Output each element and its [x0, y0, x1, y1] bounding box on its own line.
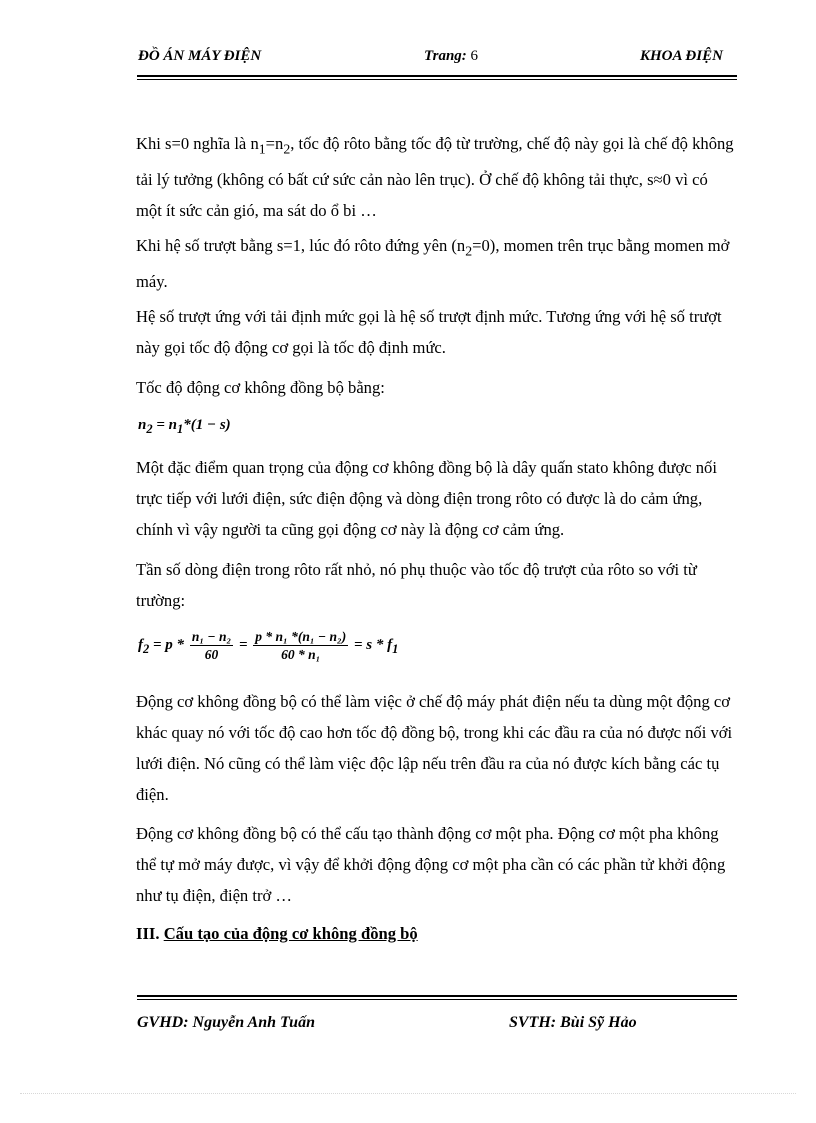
- paragraph-generator-mode: Động cơ không đồng bộ có thể làm việc ở chế độ máy phát điện nếu ta dùng một động cơ khác quay nó với tốc độ cao hơn tốc độ đồng bộ, trong khi các đầu ra của nó được nối với lưới điện. Nó cũng có thể làm việc độc lập nếu trên đầu ra của nó được kích bằng các tụ điện.: [136, 692, 733, 804]
- section-heading: [136, 924, 418, 944]
- fraction-2: $\frac{\text{p * n₁ *(n₁ − n₂)}}{\text{60 * n₁}}$: [255, 629, 347, 662]
- page-label: Trang:: [424, 48, 467, 64]
- footer-advisor: GVHD: Nguyễn Anh Tuấn: [137, 1014, 315, 1031]
- paragraph-rated-slip: Hệ số trượt ứng với tải định mức gọi là hệ số trượt định mức. Tương ứng với hệ số trượt này gọi tốc độ động cơ gọi là tốc độ định mức.: [136, 307, 722, 357]
- paragraph-single-phase: Động cơ không đồng bộ có thể cấu tạo thành động cơ một pha. Động cơ một pha không thể tự mở máy được, vì vậy để khởi động động cơ một pha cần có các phần tử khởi động như tụ điện, điện trở …: [136, 824, 726, 905]
- footer-rule-bottom: [137, 999, 737, 1000]
- paragraph-induction: Một đặc điểm quan trọng của động cơ không đồng bộ là dây quấn stato không được nối trực tiếp với lưới điện, sức điện động và dòng điện trong rôto có được là do cảm ứng, chính vì vậy người ta cũng gọi động cơ này là động cơ cảm ứng.: [136, 458, 717, 539]
- paragraph-standstill: Khi hệ số trượt bằng s=1, lúc đó rôto đứng yên $(n_2=0)$, momen trên trục bằng momen mở máy.: [136, 236, 730, 292]
- header-right: KHOA ĐIỆN: [640, 48, 723, 64]
- page-number: 6: [470, 48, 479, 64]
- header-left: ĐỒ ÁN MÁY ĐIỆN: [138, 48, 262, 64]
- paragraph-speed-intro: Tốc độ động cơ không đồng bộ bằng:: [136, 378, 385, 397]
- header-page: [424, 48, 478, 65]
- formula-frequency: $f_2 = p$ * $\frac{\text{n₁ − n₂}}{60}$ = $\frac{\text{p * n₁ *(n₁ − n₂)}}{\text{60 * n₁}}$ = s * $f_1$: [138, 629, 399, 662]
- bottom-dotted-line: [20, 1093, 796, 1094]
- paragraph-rotor-frequency: Tần số dòng điện trong rôto rất nhỏ, nó phụ thuộc vào tốc độ trượt của rôto so với từ trường:: [136, 560, 697, 610]
- paragraph-no-load: Khi s=0 nghĩa là $n_1=n_2$, tốc độ rôto bằng tốc độ từ trường, chế độ này gọi là chế độ không tải lý tưởng (không có bất cứ sức cản nào lên trục). Ở chế độ không tải thực, s≈0 vì có một ít sức cản gió, ma sát do ổ bi …: [136, 134, 734, 221]
- header-rule-top: [137, 75, 737, 77]
- footer-rule-top: [137, 995, 737, 997]
- header-rule-bottom: [137, 79, 737, 80]
- formula-speed: $n_2 = n_1*(1 - s)$: [138, 417, 231, 436]
- section-number: III.: [136, 924, 160, 943]
- footer-student: SVTH: Bùi Sỹ Hảo: [509, 1014, 637, 1031]
- section-title: Cấu tạo của động cơ không đồng bộ: [163, 924, 418, 943]
- fraction-1: $\frac{\text{n₁ − n₂}}{60}$: [191, 629, 232, 662]
